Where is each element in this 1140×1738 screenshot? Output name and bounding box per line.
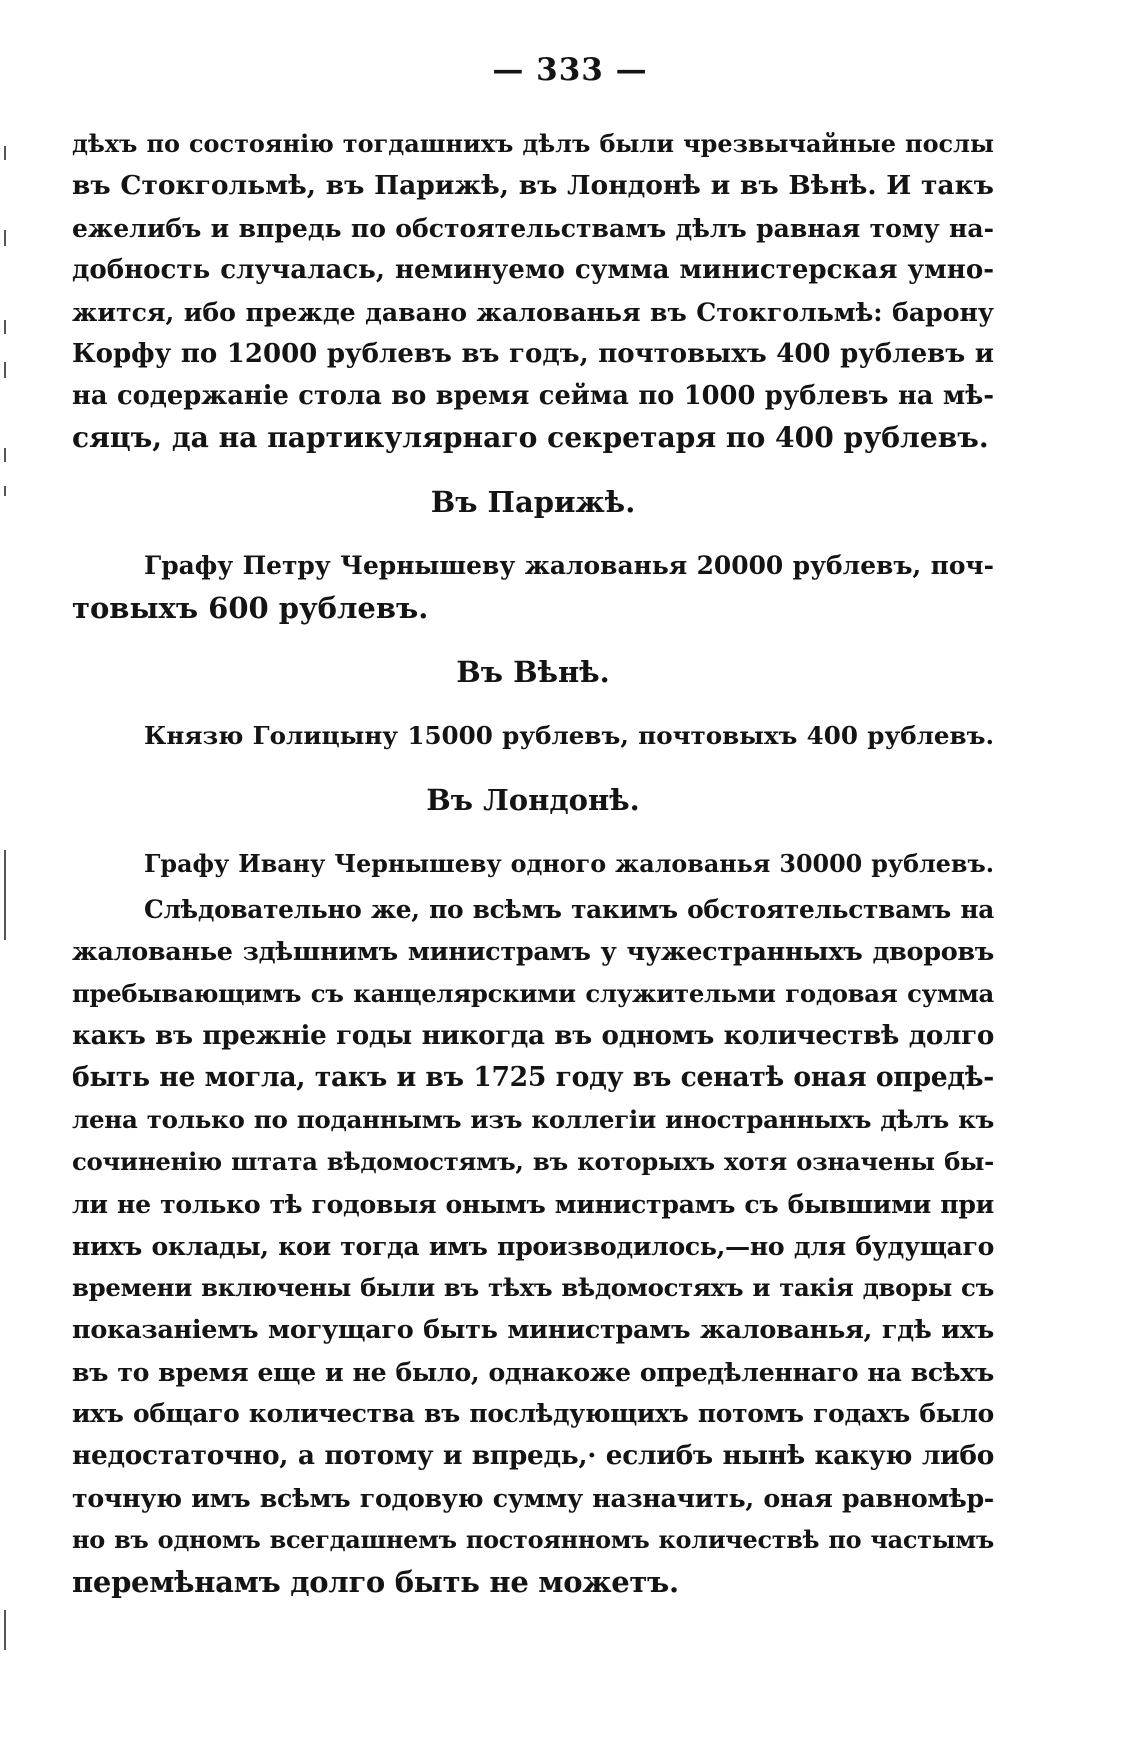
text-line: быть не могла, такъ и въ 1725 году въ сенатѣ оная опредѣ-	[72, 1062, 994, 1093]
text-line: но въ одномъ всегдашнемъ постоянномъ количествѣ по частымъ	[72, 1526, 994, 1554]
section-heading-london: Въ Лондонѣ.	[426, 783, 640, 817]
text-line: товыхъ 600 рублевъ.	[72, 591, 429, 625]
text-line: Графу Петру Чернышеву жалованья 20000 рублевъ, поч-	[144, 551, 994, 580]
text-line: нихъ оклады, кои тогда имъ производилось,—но для будущаго	[72, 1231, 994, 1261]
paragraph-london	[72, 843, 994, 885]
text-line: недостаточно, а потому и впредь,· еслибъ нынѣ какую либо	[72, 1440, 994, 1471]
text-line: ихъ общаго количества въ послѣдующихъ потомъ годахъ было	[72, 1399, 994, 1428]
text-line: Графу Ивану Чернышеву одного жалованья 30000 рублевъ.	[144, 850, 994, 878]
paragraph-conclusion	[72, 889, 994, 1603]
text-line: перемѣнамъ долго быть не можетъ.	[72, 1565, 679, 1599]
text-line: добность случалась, неминуемо сумма министерская умно-	[72, 255, 994, 285]
page-body	[72, 123, 994, 1603]
text-line: показаніемъ могущаго быть министрамъ жалованья, гдѣ ихъ	[72, 1315, 994, 1345]
scan-margin-marks	[2, 130, 8, 1630]
text-line: жалованье здѣшнимъ министрамъ у чужестранныхъ дворовъ	[72, 937, 994, 967]
page-number: — 333 —	[492, 52, 648, 88]
paragraph-ministers-sweden	[72, 123, 994, 459]
paragraph-vienna	[72, 715, 994, 757]
text-line: лена только по поданнымъ изъ коллегіи иностранныхъ дѣлъ къ	[72, 1105, 994, 1134]
text-line: Князю Голицыну 15000 рублевъ, почтовыхъ 400 рублевъ.	[144, 721, 994, 750]
text-line: дѣхъ по состоянію тогдашнихъ дѣлъ были чрезвычайные послы	[72, 130, 994, 158]
text-line: точную имъ всѣмъ годовую сумму назначить, оная равномѣр-	[72, 1483, 994, 1513]
text-line: какъ въ прежніе годы никогда въ одномъ количествѣ долго	[72, 1020, 994, 1051]
text-line: въ то время еще и не было, однакоже опредѣленнаго на всѣхъ	[72, 1357, 994, 1387]
text-line: на содержаніе стола во время сейма по 1000 рублевъ на мѣ-	[72, 381, 994, 411]
paragraph-paris	[72, 545, 994, 629]
text-line: Корфу по 12000 рублевъ въ годъ, почтовыхъ 400 рублевъ и	[72, 339, 994, 369]
text-line: ежелибъ и впредь по обстоятельствамъ дѣлъ равная тому на-	[72, 213, 994, 243]
text-line: ли не только тѣ годовыя онымъ министрамъ съ бывшими при	[72, 1189, 994, 1219]
text-line: пребывающимъ съ канцелярскими служительми годовая сумма	[72, 979, 994, 1008]
text-line: въ Стокгольмѣ, въ Парижѣ, въ Лондонѣ и въ Вѣнѣ. И такъ	[72, 170, 994, 201]
section-heading-vienna: Въ Вѣнѣ.	[456, 655, 610, 689]
text-line: Слѣдовательно же, по всѣмъ такимъ обстоятельствамъ на	[144, 895, 994, 924]
text-line: сочиненію штата вѣдомостямъ, въ которыхъ хотя означены бы-	[72, 1147, 994, 1176]
text-line: жится, ибо прежде давано жалованья въ Стокгольмѣ: барону	[72, 297, 994, 327]
text-line: сяцъ, да на партикулярнаго секретаря по 400 рублевъ.	[72, 421, 989, 454]
section-heading-paris: Въ Парижѣ.	[430, 485, 636, 519]
text-line: времени включены были въ тѣхъ вѣдомостяхъ и такія дворы съ	[72, 1273, 994, 1302]
